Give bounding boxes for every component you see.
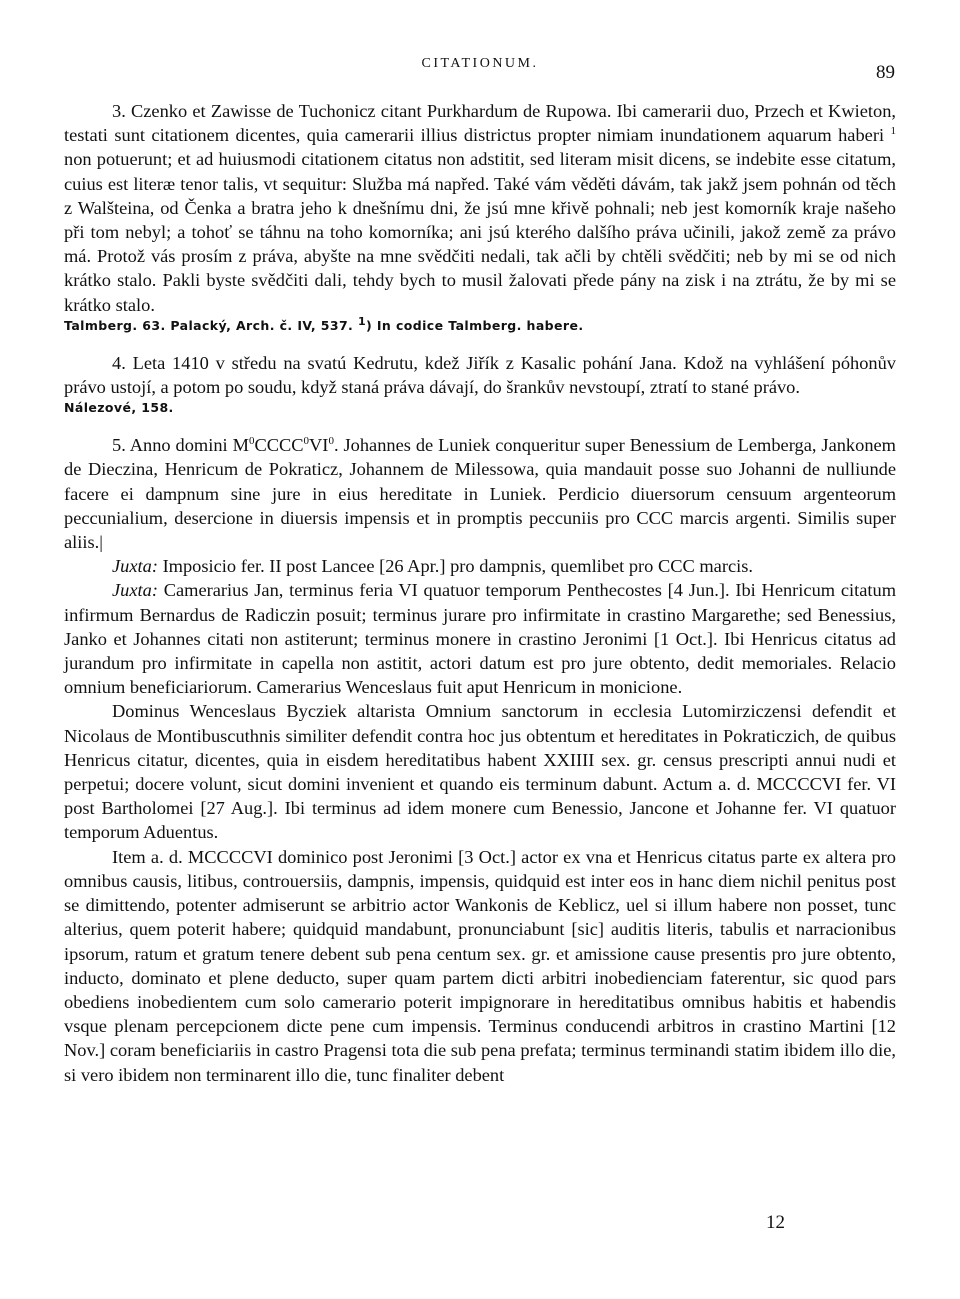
entry-3-paragraph	[64, 99, 896, 317]
entry-4-source: Nálezové, 158.	[64, 400, 174, 416]
juxta-label: Juxta:	[112, 556, 158, 577]
page-number: 89	[876, 62, 895, 83]
entry-3-lead: 3. Czenko et Zawisse de Tuchonicz citant Purkhardum de Rupowa. Ibi camerarii duo, Przech et Kwieton, testati sunt citationem dicentes, quia camerarii illius districtus propter nimiam inundationem aquarum haberi	[64, 101, 896, 146]
paragraph-item: Item a. d. MCCCCVI dominico post Jeronimi [3 Oct.] actor ex vna et Henricus citatus parte ex altera pro omnibus causis, litibus, controuersiis, dampnis, impensis, quidquid est inter eos in hanc diem nichil penitus post se dimittendo, potenter admiserunt se arbitrio actor Wankonis de Keblicz, uel si illum habere non posset, tunc alterius, quem poterit habere; quidquid mandabunt, pronunciabunt [sic] auditis literis, tabulis et narracionibus ipsorum, ratum et gratum tenere debent sub pena centum sex. gr. et amissione cause presentis pro jure obtento, inducto, dominato et plene deducto, super quam partem dicti arbitri inobedienciam faterentur, sic quod pars obediens inobedientem cum solo camerario poterit impignorare in hereditatibus omnibus habitis et habendis vsque plenam percepcionem dicte pene cum impensis. Terminus conducendi arbitros in crastino Martini [12 Nov.] coram beneficiariis in castro Pragensi tota die sub pena prefata; terminus terminandi statim ibidem illo die, si vero ibidem non terminarent illo die, tunc finaliter debent	[64, 846, 896, 1085]
juxta-label: Juxta:	[112, 580, 158, 601]
entry-4-paragraph: 4. Leta 1410 v středu na svatú Kedrutu, kdež Jiřík z Kasalic pohání Jana. Kdož na vyhlášení póhonův právo ustojí, a potom po soudu, když staná práva dávají, do šrankův nevstoupí, ztratí to stané právo.	[64, 352, 896, 398]
running-head: CITATIONUM.	[421, 56, 539, 71]
footnote-mark: 1	[890, 125, 896, 138]
section-spacer	[64, 335, 896, 351]
footnote-mark: 1	[357, 314, 367, 328]
entry-3-rest: non potuerunt; et ad huiusmodi citationem citatus non adstitit, sed literam misit dicens, se indebite esse citatum, cuius est literæ tenor talis, vt sequitur: Služba má napřed. Také vám věděti dávám, tak jakž jsem pohnán od těch z Walšteina, od Čenka a bratra jeho k dnešnímu dni, že jsú mne křivě pohnali; neb jest komorník kraje našeho při tom nebyl; a tohoť se táhnu na toho komorníka; ani jsú kterého dalšího práva učinili, jakož země za právo má. Protož vás prosím z práva, abyšte na mne svědčiti nedali, tak ačli by chtěli svědčiti; neb by mi se od nich krátko stalo. Pakli byste svědčiti dali, tehdy bych to musil žalovati přede pány na zisk i na ztrátu, že by mi se krátko stalo.	[64, 149, 896, 315]
entry-5-paragraph: 5. Anno domini $M^0CCCC^0VI^0$. Johannes de Luniek conqueritur super Benessium de Lemberga, Jankonem de Dieczina, Henricum de Pokraticz, Johannem de Milessowa, quia mandauit posse suo Johanni de nulliunde facere ei dampnum sine jure in eius hereditate in Luniek. Perdicio diuersorum censuum argenteorum peccunialium, desercione in diuersis impensis et in promptis peccuniis pro CCC marcis argenti. Similis super aliis.|	[64, 435, 896, 553]
signature-mark: 12	[766, 1212, 785, 1233]
entry-3-source: Talmberg. 63. Palacký, Arch. č. IV, 537. $^1$) In codice Talmberg. habere.	[64, 314, 584, 333]
juxta-note-1: Juxta: Imposicio fer. II post Lancee [26 Apr.] pro dampnis, quemlibet pro CCC marcis.	[112, 556, 753, 577]
juxta-note-2: Juxta: Camerarius Jan, terminus feria VI quatuor temporum Penthecostes [4 Jun.]. Ibi Henricum citatum infirmum Bernardus de Radiczin posuit; terminus jurare pro infirmitate in crastino Margarethe; sed Benessius, Janko et Johannes citati non astiterunt; terminus monere in crastino Jeronimi [1 Oct.]. Ibi Henricus citatus ad jurandum pro infirmitate in capella non astitit, actori datum est pro jure obtento, dedit memoriales. Relacio omnium beneficiariorum. Camerarius Wenceslaus fuit aput Henricum in monicione.	[64, 580, 896, 698]
section-spacer	[64, 417, 896, 433]
body-text	[64, 99, 896, 1087]
paragraph-dominus: Dominus Wenceslaus Bycziek altarista Omnium sanctorum in ecclesia Lutomirziczensi defendit et Nicolaus de Montibuscuthnis similiter defendit contra hoc jus obtentum et hereditates in Pokraticzich, de quibus Henricus citatur, dicentes, quia in eisdem hereditatibus habent XXIIII sex. gr. census prescripti annui nudi et perpetui; docere volunt, sicut domini invenient et quando eis terminum dabunt. Actum a. d. MCCCCVI fer. VI post Bartholomei [27 Aug.]. Ibi terminus ad idem monere cum Benessio, Jancone et Johanne fer. VI quatuor temporum Aduentus.	[64, 701, 896, 843]
